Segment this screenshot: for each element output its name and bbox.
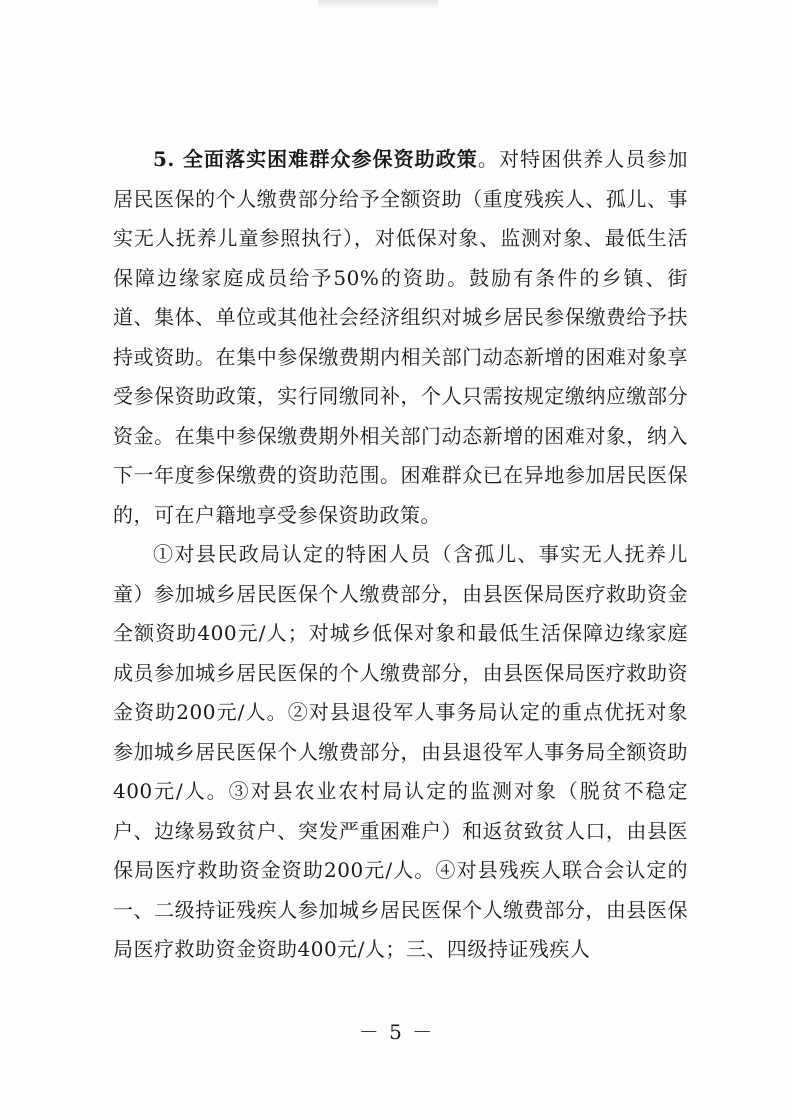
- page-number: － 5 －: [358, 1020, 435, 1044]
- document-body: [113, 140, 688, 970]
- paragraph-policy-intro: [113, 140, 688, 535]
- paragraph-intro-text: 。对特困供养人员参加居民医保的个人缴费部分给予全额资助（重度残疾人、孤儿、事实无人抚养儿童参照执行），对低保对象、监测对象、最低生活保障边缘家庭成员给予50%的资助。鼓励有条件的乡镇、街道、集体、单位或其他社会经济组织对城乡居民参保缴费给予扶持或资助。在集中参保缴费期内相关部门动态新增的困难对象享受参保资助政策，实行同缴同补，个人只需按规定缴纳应缴部分资金。在集中参保缴费期外相关部门动态新增的困难对象，纳入下一年度参保缴费的资助范围。困难群众已在异地参加居民医保的，可在户籍地享受参保资助政策。: [113, 147, 689, 527]
- section-heading: 5. 全面落实困难群众参保资助政策: [153, 147, 478, 171]
- paragraph-policy-detail: ①对县民政局认定的特困人员（含孤儿、事实无人抚养儿童）参加城乡居民医保个人缴费部分，由县医保局医疗救助资金全额资助400元/人；对城乡低保对象和最低生活保障边缘家庭成员参加城乡居民医保的个人缴费部分，由县医保局医疗救助资金资助200元/人。②对县退役军人事务局认定的重点优抚对象参加城乡居民医保个人缴费部分，由县退役军人事务局全额资助400元/人。③对县农业农村局认定的监测对象（脱贫不稳定户、边缘易致贫户、突发严重困难户）和返贫致贫人口，由县医保局医疗救助资金资助200元/人。④对县残疾人联合会认定的一、二级持证残疾人参加城乡居民医保个人缴费部分，由县医保局医疗救助资金资助400元/人；三、四级持证残疾人: [113, 542, 688, 961]
- scan-artifact: [318, 0, 438, 8]
